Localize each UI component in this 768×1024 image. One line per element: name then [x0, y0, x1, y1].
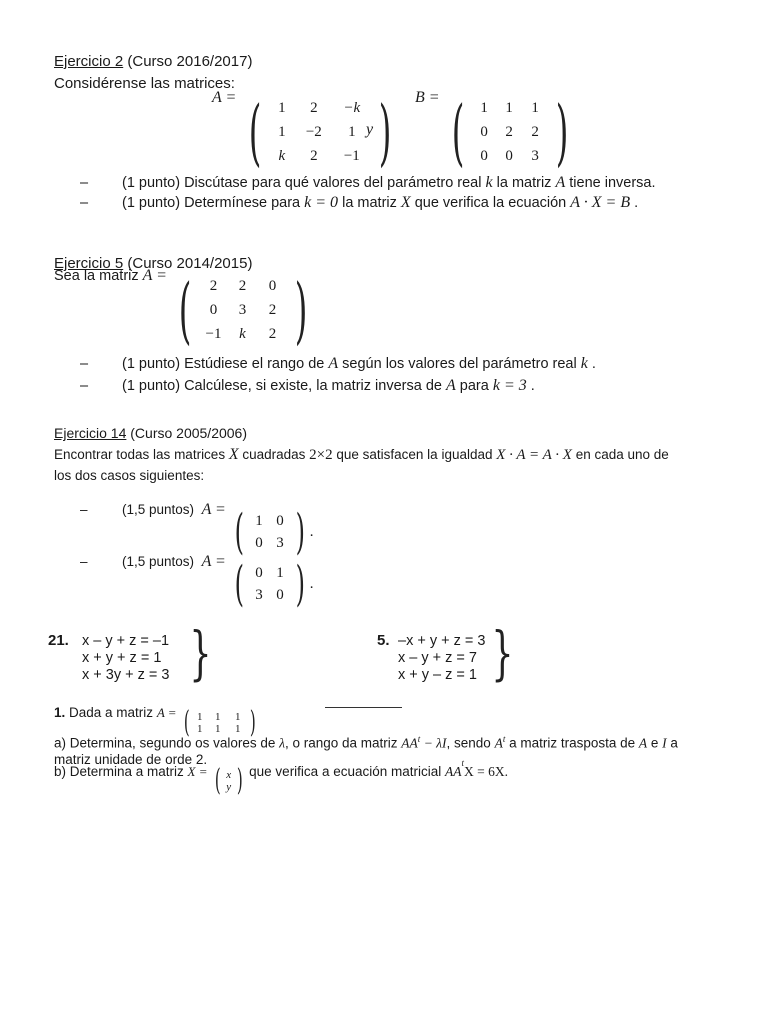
matrix-cell: 2 [209, 278, 218, 294]
matrix-cell: 0 [255, 535, 263, 551]
ex14-title-rest: (Curso 2005/2006) [126, 425, 248, 441]
math-symbol: λ [279, 735, 285, 751]
left-paren: ( [451, 90, 465, 174]
left-paren: ( [183, 705, 190, 740]
math-expression: AA [401, 735, 418, 751]
prob1-x-vector [212, 763, 245, 798]
item-text: la matriz [338, 195, 401, 211]
matrix-cell: 2 [505, 124, 513, 140]
text: que verifica a ecuación matricial [245, 764, 445, 780]
ex14-matrix-2 [230, 556, 309, 612]
ex2-item-2 [80, 194, 638, 212]
dash-bullet: – [80, 378, 89, 394]
sys5-brace [484, 619, 521, 687]
math-symbol: X [228, 446, 239, 463]
prob1-x-vector-grid [224, 769, 234, 793]
matrix-cell: k [239, 326, 246, 342]
prob1-part-a-line-1 [54, 734, 678, 752]
ex2-a-label: A = [212, 89, 237, 107]
matrix-cell: 2 [310, 100, 318, 116]
matrix-cell: 1 [480, 100, 488, 116]
matrix-cell: 1 [196, 723, 203, 735]
matrix-cell: 1 [278, 124, 286, 140]
vector-cell: y [226, 781, 232, 793]
matrix-cell: −2 [305, 124, 322, 140]
matrix-cell: 0 [209, 302, 218, 318]
right-brace: } [491, 619, 514, 687]
text: a) Determina, segundo os valores de [54, 735, 280, 751]
dash-bullet: – [80, 356, 89, 372]
dash-bullet: – [80, 195, 89, 211]
left-paren: ( [234, 504, 245, 560]
matrix-cell: 1 [531, 100, 539, 116]
matrix-cell: 1 [214, 711, 221, 723]
ex2-matrix-a-grid [269, 96, 374, 168]
ex5-item-1 [80, 355, 596, 373]
math-symbol: A [494, 735, 503, 751]
text: en cada uno de [571, 447, 669, 462]
case-2-text [80, 554, 202, 569]
item-text: para [455, 378, 493, 394]
matrix-cell: 1 [505, 100, 513, 116]
x-label: X = [187, 764, 208, 780]
matrix-cell: 3 [238, 302, 247, 318]
ex2-b-label: B = [415, 89, 440, 107]
matrix-cell: 2 [238, 278, 247, 294]
matrix-cell: 1 [278, 100, 286, 116]
right-paren: ) [295, 504, 306, 560]
equation-line: x + y + z = 1 [82, 650, 162, 666]
case-1-text [80, 502, 202, 517]
ex2-matrix-b-block [415, 89, 576, 174]
divider-line [325, 707, 402, 708]
math-symbol: A [445, 377, 456, 394]
prob1-part-a-line-2: matriz unidade de orde 2. [54, 752, 208, 767]
right-brace: } [189, 619, 212, 687]
text: cuadradas [238, 447, 310, 462]
math-symbol: k [580, 355, 588, 372]
ex5-matrix-a [171, 268, 315, 352]
matrix-cell: 2 [268, 302, 277, 318]
right-paren: ) [295, 556, 306, 612]
dash-bullet: – [80, 502, 88, 518]
math-symbol: I [662, 735, 667, 751]
period: . [309, 524, 314, 541]
ex2-matrix-a [241, 90, 399, 174]
text: a matriz trasposta de [505, 735, 639, 751]
ex14-matrix-1-grid [249, 510, 291, 554]
matrix-cell: 0 [480, 124, 488, 140]
math-expression: 2×2 [309, 447, 333, 463]
item-text: tiene inversa. [565, 175, 656, 191]
text: a [666, 735, 678, 751]
sys5-number: 5. [377, 632, 390, 649]
matrix-cell: 2 [531, 124, 539, 140]
math-expression: A · X = B [570, 194, 631, 211]
case-label: (1,5 puntos) [122, 502, 195, 518]
ex14-title [54, 425, 247, 441]
matrix-cell: 1 [214, 723, 221, 735]
ex2-intro: Considérense las matrices: [54, 75, 235, 92]
matrix-cell: 0 [255, 565, 263, 581]
item-text: (1 punto) Estúdiese el rango de [122, 356, 329, 372]
prob1-intro: Dada a matriz [65, 705, 157, 721]
matrix-cell: −1 [343, 148, 360, 164]
text: que satisfacen la igualdad [332, 447, 497, 462]
matrix-cell: 1 [234, 711, 241, 723]
equation-line: x + y – z = 1 [398, 667, 477, 683]
ex5-matrix-a-grid [199, 274, 287, 346]
left-paren: ( [179, 268, 192, 352]
dash-bullet: – [80, 175, 89, 191]
ex5-item-2 [80, 377, 535, 395]
matrix-cell: 3 [255, 587, 263, 603]
item-text: . [587, 356, 596, 372]
matrix-cell: 1 [255, 513, 263, 529]
equation-line: x + 3y + z = 3 [82, 667, 170, 683]
ex2-y-word: y [366, 121, 374, 138]
matrix-cell: 1 [276, 565, 284, 581]
matrix-cell: 0 [505, 148, 513, 164]
ex5-title-rest: (Curso 2014/2015) [123, 255, 253, 272]
right-paren: ) [236, 763, 243, 798]
item-text: . [526, 378, 535, 394]
left-paren: ( [248, 90, 262, 174]
text: , o rango da matriz [284, 735, 402, 751]
prob1-number: 1. [54, 705, 66, 721]
item-text: (1 punto) Determínese para [122, 195, 305, 211]
equation-line: x – y + z = 7 [398, 650, 477, 666]
a-label: A = [201, 553, 226, 571]
math-expression: AA [445, 764, 462, 780]
matrix-cell: 1 [196, 711, 203, 723]
matrix-cell: −1 [205, 326, 222, 342]
item-text: según los valores del parámetro real [338, 356, 581, 372]
math-expression: X · A = A · X [496, 447, 572, 463]
ex14-case-2 [80, 553, 314, 612]
ex14-line-1 [54, 446, 669, 464]
right-paren: ) [378, 90, 392, 174]
ex14-matrix-1 [230, 504, 309, 560]
ex2-title [54, 53, 252, 70]
right-paren: ) [295, 268, 308, 352]
text: , sendo [446, 735, 495, 751]
left-paren: ( [234, 556, 245, 612]
left-paren: ( [214, 763, 221, 798]
vector-cell: x [226, 769, 232, 781]
a-label: A = [156, 705, 177, 721]
math-expression: X = 6X. [464, 764, 509, 780]
sys21-brace [182, 619, 219, 687]
item-text: (1 punto) Discútase para qué valores del parámetro real [122, 175, 486, 191]
ex5-intro: Sea la matriz [54, 268, 143, 285]
math-symbol: A [328, 355, 339, 372]
superscript: t [461, 757, 465, 768]
right-paren: ) [249, 705, 256, 740]
ex5-a-label: A = [142, 267, 167, 285]
ex5-title-underlined: Ejercicio 5 [54, 255, 124, 272]
text: Encontrar todas las matrices [54, 447, 229, 462]
sys21-number: 21. [48, 632, 69, 649]
math-expression: k = 3 [492, 377, 527, 394]
math-expression: − λI [420, 735, 447, 751]
a-label: A = [201, 501, 226, 519]
matrix-cell: 2 [268, 326, 277, 342]
sys21-equations [82, 633, 169, 684]
ex2-title-rest: (Curso 2016/2017) [123, 53, 253, 70]
item-text: . [630, 195, 639, 211]
math-expression: k = 0 [304, 194, 339, 211]
matrix-cell: 0 [276, 513, 284, 529]
right-paren: ) [555, 90, 569, 174]
math-symbol: A [638, 735, 648, 751]
ex14-title-underlined: Ejercicio 14 [54, 425, 127, 441]
prob1-matrix-grid [193, 711, 247, 735]
ex2-matrix-b [444, 90, 576, 174]
text: e [647, 735, 663, 751]
period: . [309, 576, 314, 593]
dash-bullet: – [80, 554, 88, 570]
matrix-cell: 0 [268, 278, 277, 294]
item-text: la matriz [492, 175, 556, 191]
matrix-cell: 1 [234, 723, 241, 735]
equation-line: –x + y + z = 3 [398, 633, 486, 649]
matrix-cell: 0 [276, 587, 284, 603]
ex2-title-underlined: Ejercicio 2 [54, 53, 124, 70]
matrix-cell: 1 [348, 124, 356, 140]
item-text: (1 punto) Calcúlese, si existe, la matriz inversa de [122, 378, 446, 394]
ex14-line-2: los dos casos siguientes: [54, 468, 205, 483]
superscript: t [417, 734, 421, 744]
ex2-item-1 [80, 174, 656, 192]
sys5-equations [398, 633, 485, 684]
matrix-cell: −k [343, 100, 361, 116]
equation-line: x – y + z = –1 [82, 633, 170, 649]
matrix-cell: 3 [276, 535, 284, 551]
matrix-cell: 2 [310, 148, 318, 164]
ex2-matrix-b-grid [472, 96, 548, 168]
ex5-matrix-block [54, 267, 316, 352]
ex14-matrix-2-grid [249, 562, 291, 606]
ex14-case-1 [80, 501, 314, 560]
case-label: (1,5 puntos) [122, 554, 195, 570]
text: b) Determina a matriz [54, 764, 188, 780]
math-symbol: k [485, 174, 493, 191]
matrix-cell: 3 [531, 148, 539, 164]
math-symbol: A [555, 174, 566, 191]
superscript: t [502, 734, 506, 744]
matrix-cell: 0 [480, 148, 488, 164]
item-text: que verifica la ecuación [410, 195, 571, 211]
math-symbol: X [400, 194, 411, 211]
matrix-cell: k [278, 148, 286, 164]
